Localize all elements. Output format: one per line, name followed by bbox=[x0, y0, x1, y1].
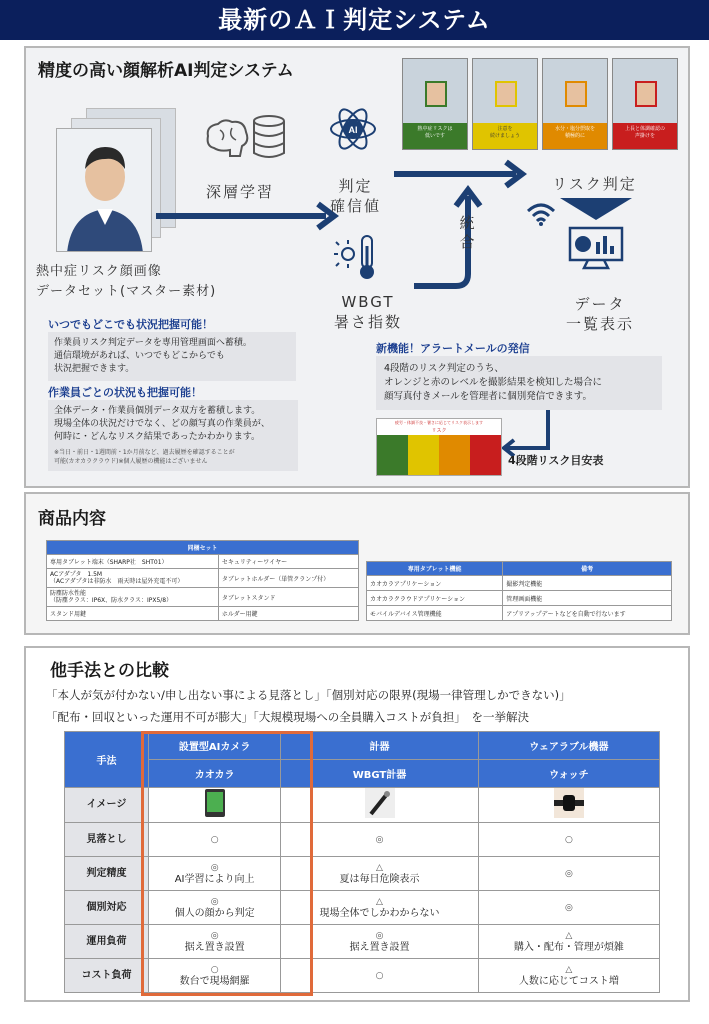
judge-label-2: 確信値 bbox=[330, 197, 382, 215]
wbgt-label-1: WBGT bbox=[341, 293, 395, 311]
table-row: 防塵防水性能 （防塵クラス：IP6X、防水クラス：IPX5/8） タブレットスタンド bbox=[47, 588, 359, 607]
risk-guide-chart: 疲労・体調不良・暑さに応じてリスク表示します リスク bbox=[376, 418, 502, 476]
deep-learning-label: 深層学習 bbox=[206, 183, 275, 201]
wbgt-label-2: 暑さ指数 bbox=[334, 313, 403, 331]
person-photo-icon bbox=[56, 128, 152, 252]
stage-2-photo: 注意を 続けましょう bbox=[472, 58, 538, 150]
table-row: 運用負荷 ◎ 据え置き設置 ◎ 据え置き設置 △ 購入・配布・管理が煩雑 bbox=[65, 925, 660, 959]
intro-line-1: 「本人が気が付かない/申し出ない事による見落とし」「個別対応の限界(現場一律管理しかできない)」 bbox=[46, 688, 571, 702]
section3-title: 他手法との比較 bbox=[50, 661, 169, 681]
funnel-icon bbox=[560, 198, 632, 224]
intro-line-2: 「配布・回収といった運用不可が膨大」「大規模現場への全員購入コストが負担」 を一挙解決 bbox=[46, 710, 529, 724]
comparison-panel bbox=[24, 646, 690, 1002]
stage-4-photo: 上長と体調確認の 声掛けを bbox=[612, 58, 678, 150]
face-box-yellow bbox=[495, 81, 517, 107]
guide-stage-orange bbox=[439, 435, 470, 475]
table-row: カオカラアプリケーション 撮影判定機能 bbox=[367, 576, 672, 591]
method-header: 手法 bbox=[65, 732, 149, 788]
alert-box: 4段階のリスク判定のうち、 オレンジと赤のレベルを撮影結果を検知した場合に 顔写真付きメールを管理者に個別発信できます。 bbox=[376, 356, 662, 410]
alert-title: 新機能！アラートメールの発信 bbox=[376, 342, 530, 355]
table-row: スタンド用鍵 ホルダー用鍵 bbox=[47, 607, 359, 621]
feature2-box: 全体データ・作業員個別データ双方を蓄積します。 現場全体の状況だけでなく、どの顔写真の作業員が、 何時に・どんなリスク結果であったかわかります。 ※当日・前日・1週間前・1か月前など、過去履歴を確認することが 可能(カオカラクラウド)※個人履歴の機能はございません bbox=[48, 400, 298, 471]
face-box-red bbox=[635, 81, 657, 107]
table-row: 見落とし ○ ◎ ○ bbox=[65, 823, 660, 857]
feature1-box: 作業員リスク判定データを専用管理画面へ蓄積。 通信環境があれば、いつでもどこからでも 状況把握できます。 bbox=[48, 332, 296, 381]
section2-title: 商品内容 bbox=[38, 509, 106, 529]
wifi-icon bbox=[526, 202, 556, 230]
chart-monitor-icon bbox=[568, 226, 624, 274]
stage-1-photo: 熱中症リスクは 低いです bbox=[402, 58, 468, 150]
tablet-features-table: 専用タブレット機能 備考 カオカラアプリケーション 撮影判定機能 カオカラクラウドアプリケーション 管理画面機能 モバイルデバイス管理機能 アプリアップデートなどを自動で行ないます bbox=[366, 561, 672, 621]
comparison-table: 手法 設置型AIカメラ 計器 ウェアラブル機器 カオカラ WBGT計器 ウォッチ イメージ 見落とし ○ ◎ ○ 判定精度 ◎ AI学習により向上 △ 夏は毎日危険表示 ◎ 個別対応 ◎ 個人の顔から判定 △ 現場全体でしかわからない ◎ 運用負荷 ◎ 据え置き設置 ◎ 据え置き設置 △ 購入・配布・管理が煩雑 コスト負荷 ○ 数台で現場網羅 ○ △ 人数に応じてコスト増 bbox=[64, 731, 660, 993]
ai-atom-icon bbox=[328, 104, 378, 158]
table-row: イメージ bbox=[65, 788, 660, 823]
table-row: 判定精度 ◎ AI学習により向上 △ 夏は毎日危険表示 ◎ bbox=[65, 857, 660, 891]
risk-judge-label: リスク判定 bbox=[552, 175, 637, 193]
bundle-table-header: 同梱セット bbox=[47, 541, 359, 555]
tablet-icon bbox=[204, 788, 226, 818]
table-row: 個別対応 ◎ 個人の顔から判定 △ 現場全体でしかわからない ◎ bbox=[65, 891, 660, 925]
stage-3-photo: 水分・塩分摂取を 積極的に bbox=[542, 58, 608, 150]
guide-stage-green bbox=[377, 435, 408, 475]
table-row: コスト負荷 ○ 数台で現場網羅 ○ △ 人数に応じてコスト増 bbox=[65, 959, 660, 993]
wbgt-meter-icon bbox=[365, 788, 395, 818]
guide-stage-yellow bbox=[408, 435, 439, 475]
feature1-title: いつでもどこでも状況把握可能！ bbox=[48, 318, 213, 331]
table-row: モバイルデバイス管理機能 アプリアップデートなどを自動で行ないます bbox=[367, 606, 672, 621]
product-contents-panel bbox=[24, 492, 690, 635]
svg-text:AI: AI bbox=[348, 125, 358, 135]
data-list-label-1: データ bbox=[574, 295, 626, 313]
dataset-label-2: データセット(マスター素材) bbox=[36, 284, 217, 299]
guide-label: 4段階リスク目安表 bbox=[508, 454, 604, 467]
page-title: 最新のＡＩ判定システム bbox=[218, 6, 491, 34]
bundle-table bbox=[46, 540, 359, 621]
ai-system-panel bbox=[24, 46, 690, 488]
dataset-label-1: 熱中症リスク顔画像 bbox=[36, 264, 162, 279]
smartwatch-icon bbox=[554, 788, 584, 818]
judge-label-1: 判定 bbox=[338, 177, 373, 195]
feature2-title: 作業員ごとの状況も把握可能！ bbox=[48, 386, 202, 399]
table-row: 専用タブレット端末（SHARP社 SHT01） セキュリティーワイヤー bbox=[47, 555, 359, 569]
thermometer-sun-icon bbox=[334, 232, 384, 286]
page-header bbox=[0, 0, 709, 40]
section1-title: 精度の高い顔解析AI判定システム bbox=[38, 61, 294, 81]
alert-arrow bbox=[496, 408, 556, 458]
table-row: カオカラクラウドアプリケーション 管理画面機能 bbox=[367, 591, 672, 606]
table-row: ACアダプタ 1.5M （ACアダプタは非防水 雨天時は屋外充電不可） タブレットホルダー（単管クランプ付） bbox=[47, 569, 359, 588]
face-box-green bbox=[425, 81, 447, 107]
face-box-orange bbox=[565, 81, 587, 107]
data-list-label-2: 一覧表示 bbox=[566, 315, 635, 333]
integrate-label: 統合 bbox=[459, 214, 477, 251]
guide-stage-red bbox=[470, 435, 501, 475]
